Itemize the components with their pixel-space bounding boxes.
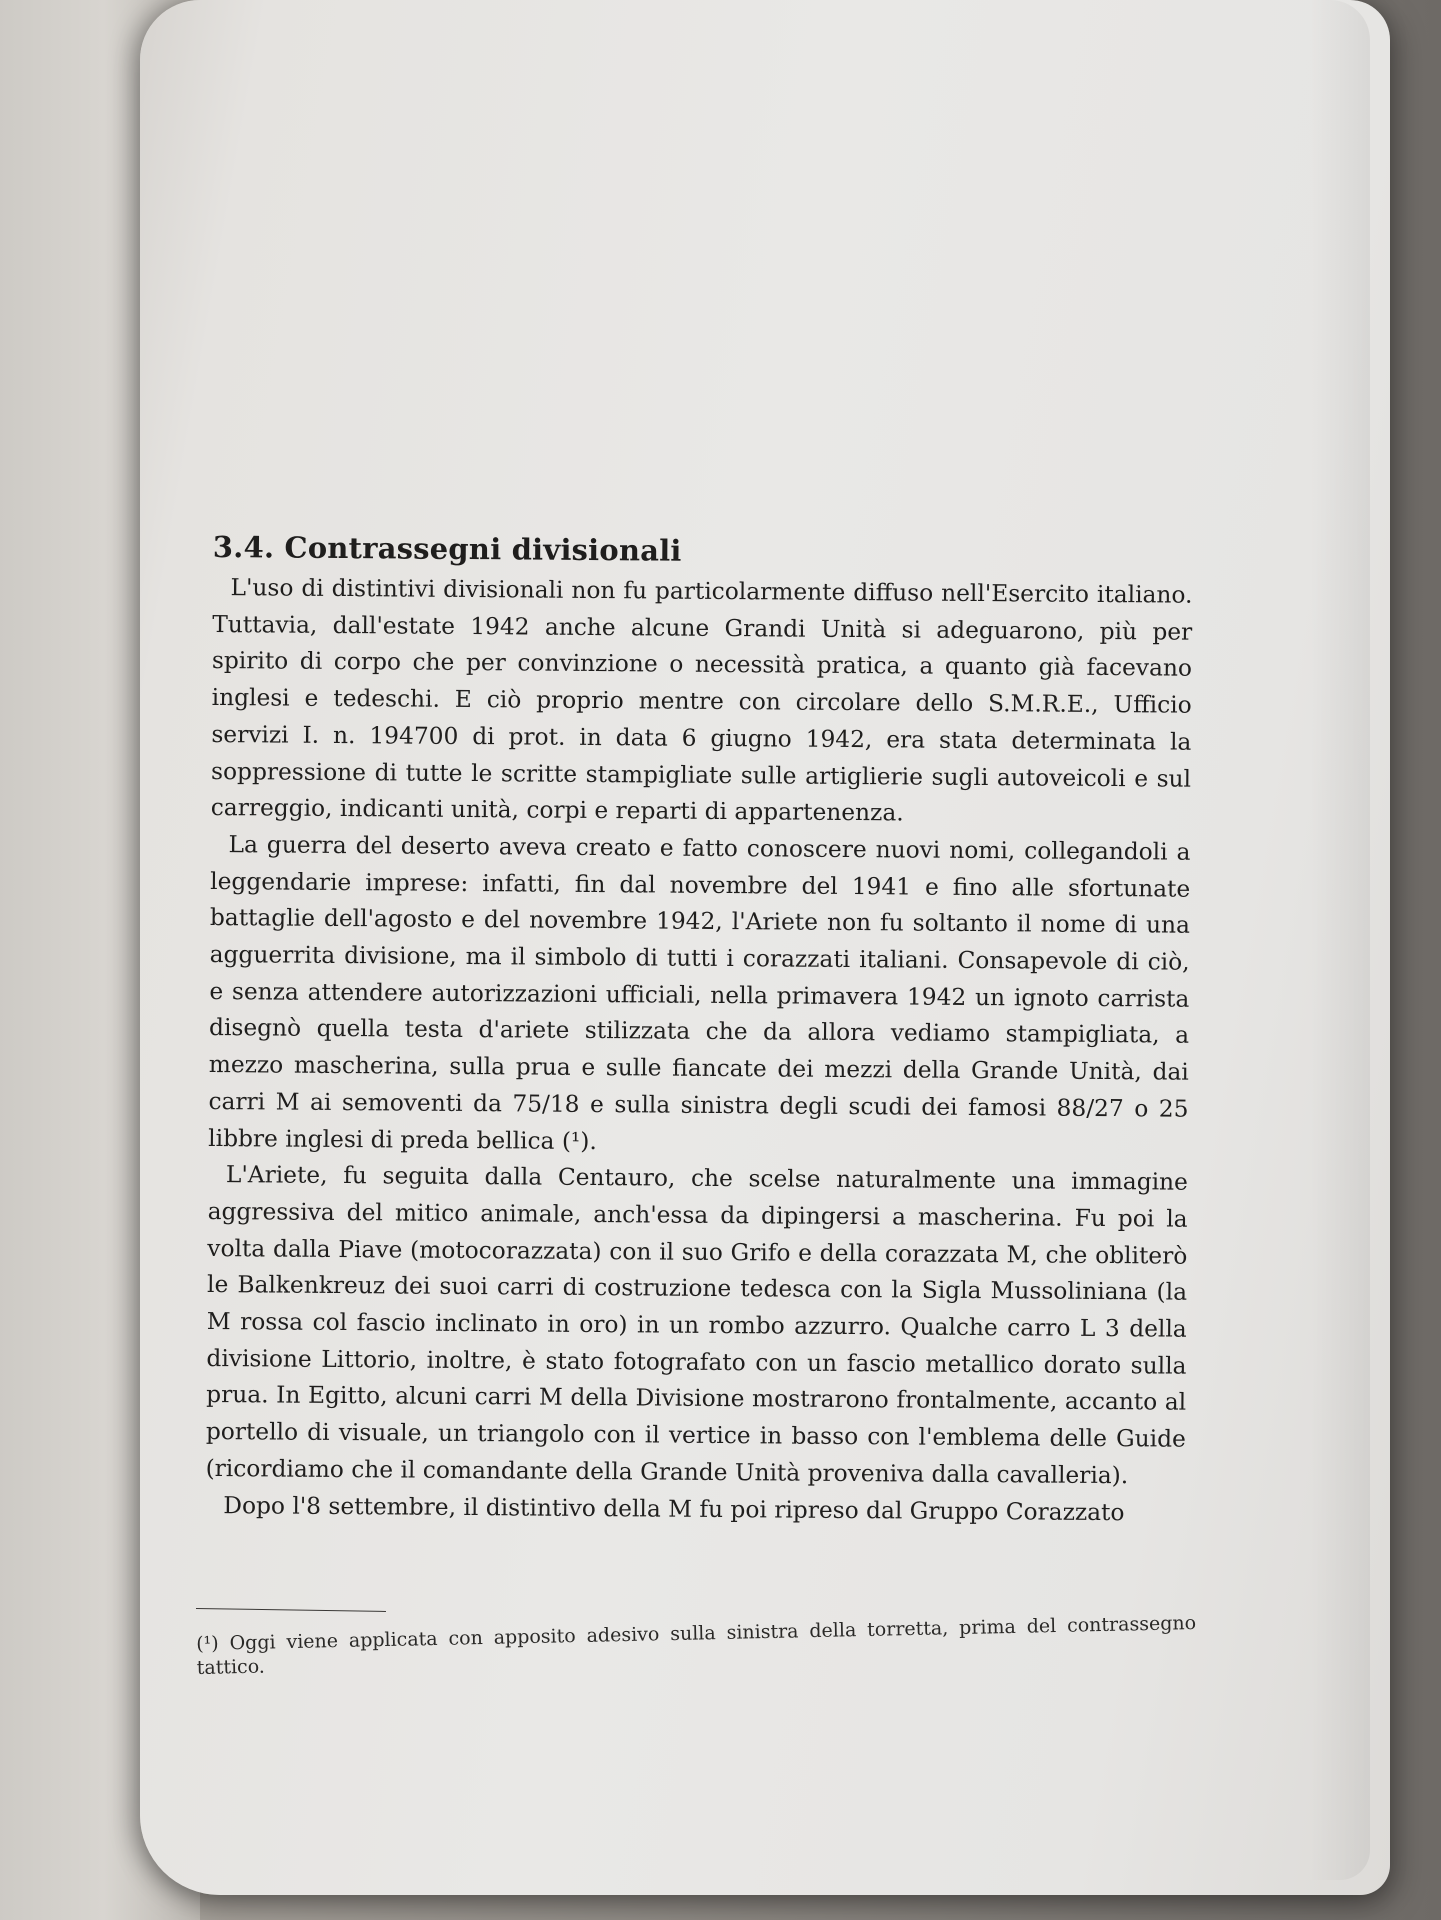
section-heading: 3.4. Contrassegni divisionali xyxy=(212,530,682,568)
paragraph-2: La guerra del deserto aveva creato e fatto conoscere nuovi nomi, collegandoli a leggendarie imprese: infatti, fin dal novembre del 1941 e fino alle sfortunate battaglie dell'agosto e del novembre 1942, l'Ariete non fu soltanto il nome di una agguerrita divisione, ma il simbolo di tutti i corazzati italiani. Consapevole di ciò, e senza attendere autorizzazioni ufficiali, nella primavera 1942 un ignoto carrista disegnò quella testa d'ariete stilizzata che da allora vediamo stampigliata, a mezzo mascherina, sulla prua e sulle fiancate dei mezzi della Grande Unità, dai carri M ai semoventi da 75/18 e sulla sinistra degli scudi dei famosi 88/27 o 25 libbre inglesi di preda bellica (¹). xyxy=(208,831,1191,1155)
paragraph-1: L'uso di distintivi divisionali non fu particolarmente diffuso nell'Esercito italiano. Tuttavia, dall'estate 1942 anche alcune Grandi Unità si adeguarono, più per spirito di corpo che per convinzione o necessità pratica, a quanto già facevano inglesi e tedeschi. E ciò proprio mentre con circolare dello S.M.R.E., Ufficio servizi I. n. 194700 di prot. in data 6 giugno 1942, era stata determinata la soppressione di tutte le scritte stampigliate sulle artiglierie sugli autoveicoli e sul carreggio, indicanti unità, corpi e reparti di appartenenza. xyxy=(210,574,1193,827)
page-content xyxy=(205,530,1193,1532)
page-edge-shadow xyxy=(1310,0,1370,1880)
footnote: (¹) Oggi viene applicata con apposito adesivo sulla sinistra della torretta, prima del contrassegno tattico. xyxy=(196,1612,1197,1679)
paragraph-4: Dopo l'8 settembre, il distintivo della M fu poi ripreso dal Gruppo Corazzato xyxy=(223,1491,1125,1526)
paragraph-3: L'Ariete, fu seguita dalla Centauro, che scelse naturalmente una immagine aggressiva del mitico animale, anch'essa da dipingersi a mascherina. Fu poi la volta dalla Piave (motocorazzata) con il suo Grifo e della corazzata M, che obliterò le Balkenkreuz dei suoi carri di costruzione tedesca con la Sigla Mussoliniana (la M rossa col fascio inclinato in oro) in un rombo azzurro. Qualche carro L 3 della divisione Littorio, inoltre, è stato fotografato con un fascio metallico dorato sulla prua. In Egitto, alcuni carri M della Divisione mostrarono frontalmente, accanto al portello di visuale, un triangolo con il vertice in basso con l'emblema delle Guide (ricordiamo che il comandante della Grande Unità proveniva dalla cavalleria). xyxy=(205,1161,1189,1490)
